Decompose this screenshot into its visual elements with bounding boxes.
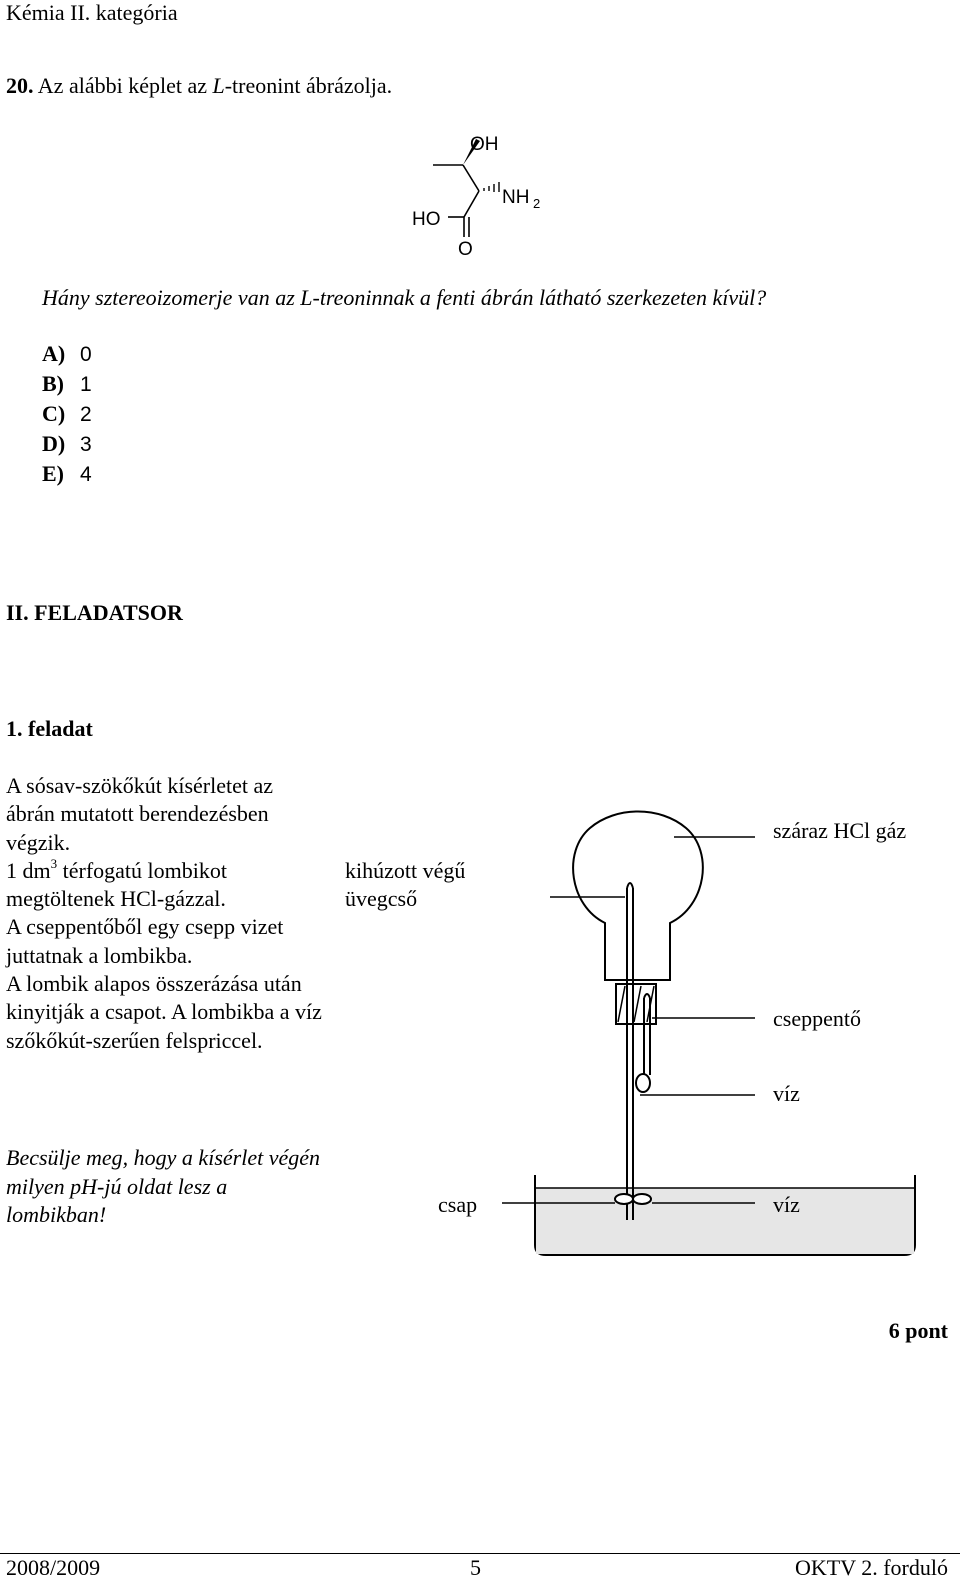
option-c: C) 2 [42,401,92,426]
nh-subscript: 2 [533,196,541,211]
footer-round: OKTV 2. forduló [795,1555,948,1580]
water-label-top: víz [773,1081,800,1106]
o-label: O [458,239,473,260]
water-label-bottom: víz [773,1192,800,1217]
question-20-intro: 20. Az alábbi képlet az L-treonint ábrázolja. [6,73,393,98]
question-20-text: Hány sztereoizomerje van az L-treoninnak a fenti ábrán látható szerkezeten kívül? [42,285,767,310]
page-header-category: Kémia II. kategória [6,0,178,25]
oh-label: OH [470,134,499,155]
task-1-description: A sósav-szökőkút kísérletet az ábrán mutatott berendezésben végzik. 1 $dm^3$ térfogatú lombikot megtöltenek HCl-gázzal. A cseppentőből egy csepp vizet juttatnak a lombikba. A lombik alapos összerázása után kinyitják a csapot. A lombikba a víz szőkőkút-szerűen felspriccel. [6,773,322,1053]
dry-hcl-gas-label: száraz HCl gáz [773,818,907,843]
points-badge: 6 pont [888,1318,948,1343]
option-b: B) 1 [42,371,92,396]
question-number: 20. [6,73,34,98]
section-title: II. FELADATSOR [6,600,183,625]
option-e: E) 4 [42,461,92,486]
dropper-label: cseppentő [773,1006,861,1031]
option-a: A) 0 [42,341,92,366]
ho-label: HO [412,209,441,230]
task-1-question: Becsülje meg, hogy a kísérlet végén milyen pH-jú oldat lesz a lombikban! [6,1145,320,1227]
task-1-title: 1. feladat [6,716,93,741]
tap-label: csap [438,1192,478,1217]
glass-tube-label: kihúzott végű üvegcső [345,858,466,911]
footer-page-number: 5 [470,1555,481,1580]
option-d: D) 3 [42,431,92,456]
footer-year: 2008/2009 [6,1555,101,1580]
nh-label: NH [502,187,530,208]
threonine-structure [400,125,560,260]
footer-rule [0,1553,960,1554]
